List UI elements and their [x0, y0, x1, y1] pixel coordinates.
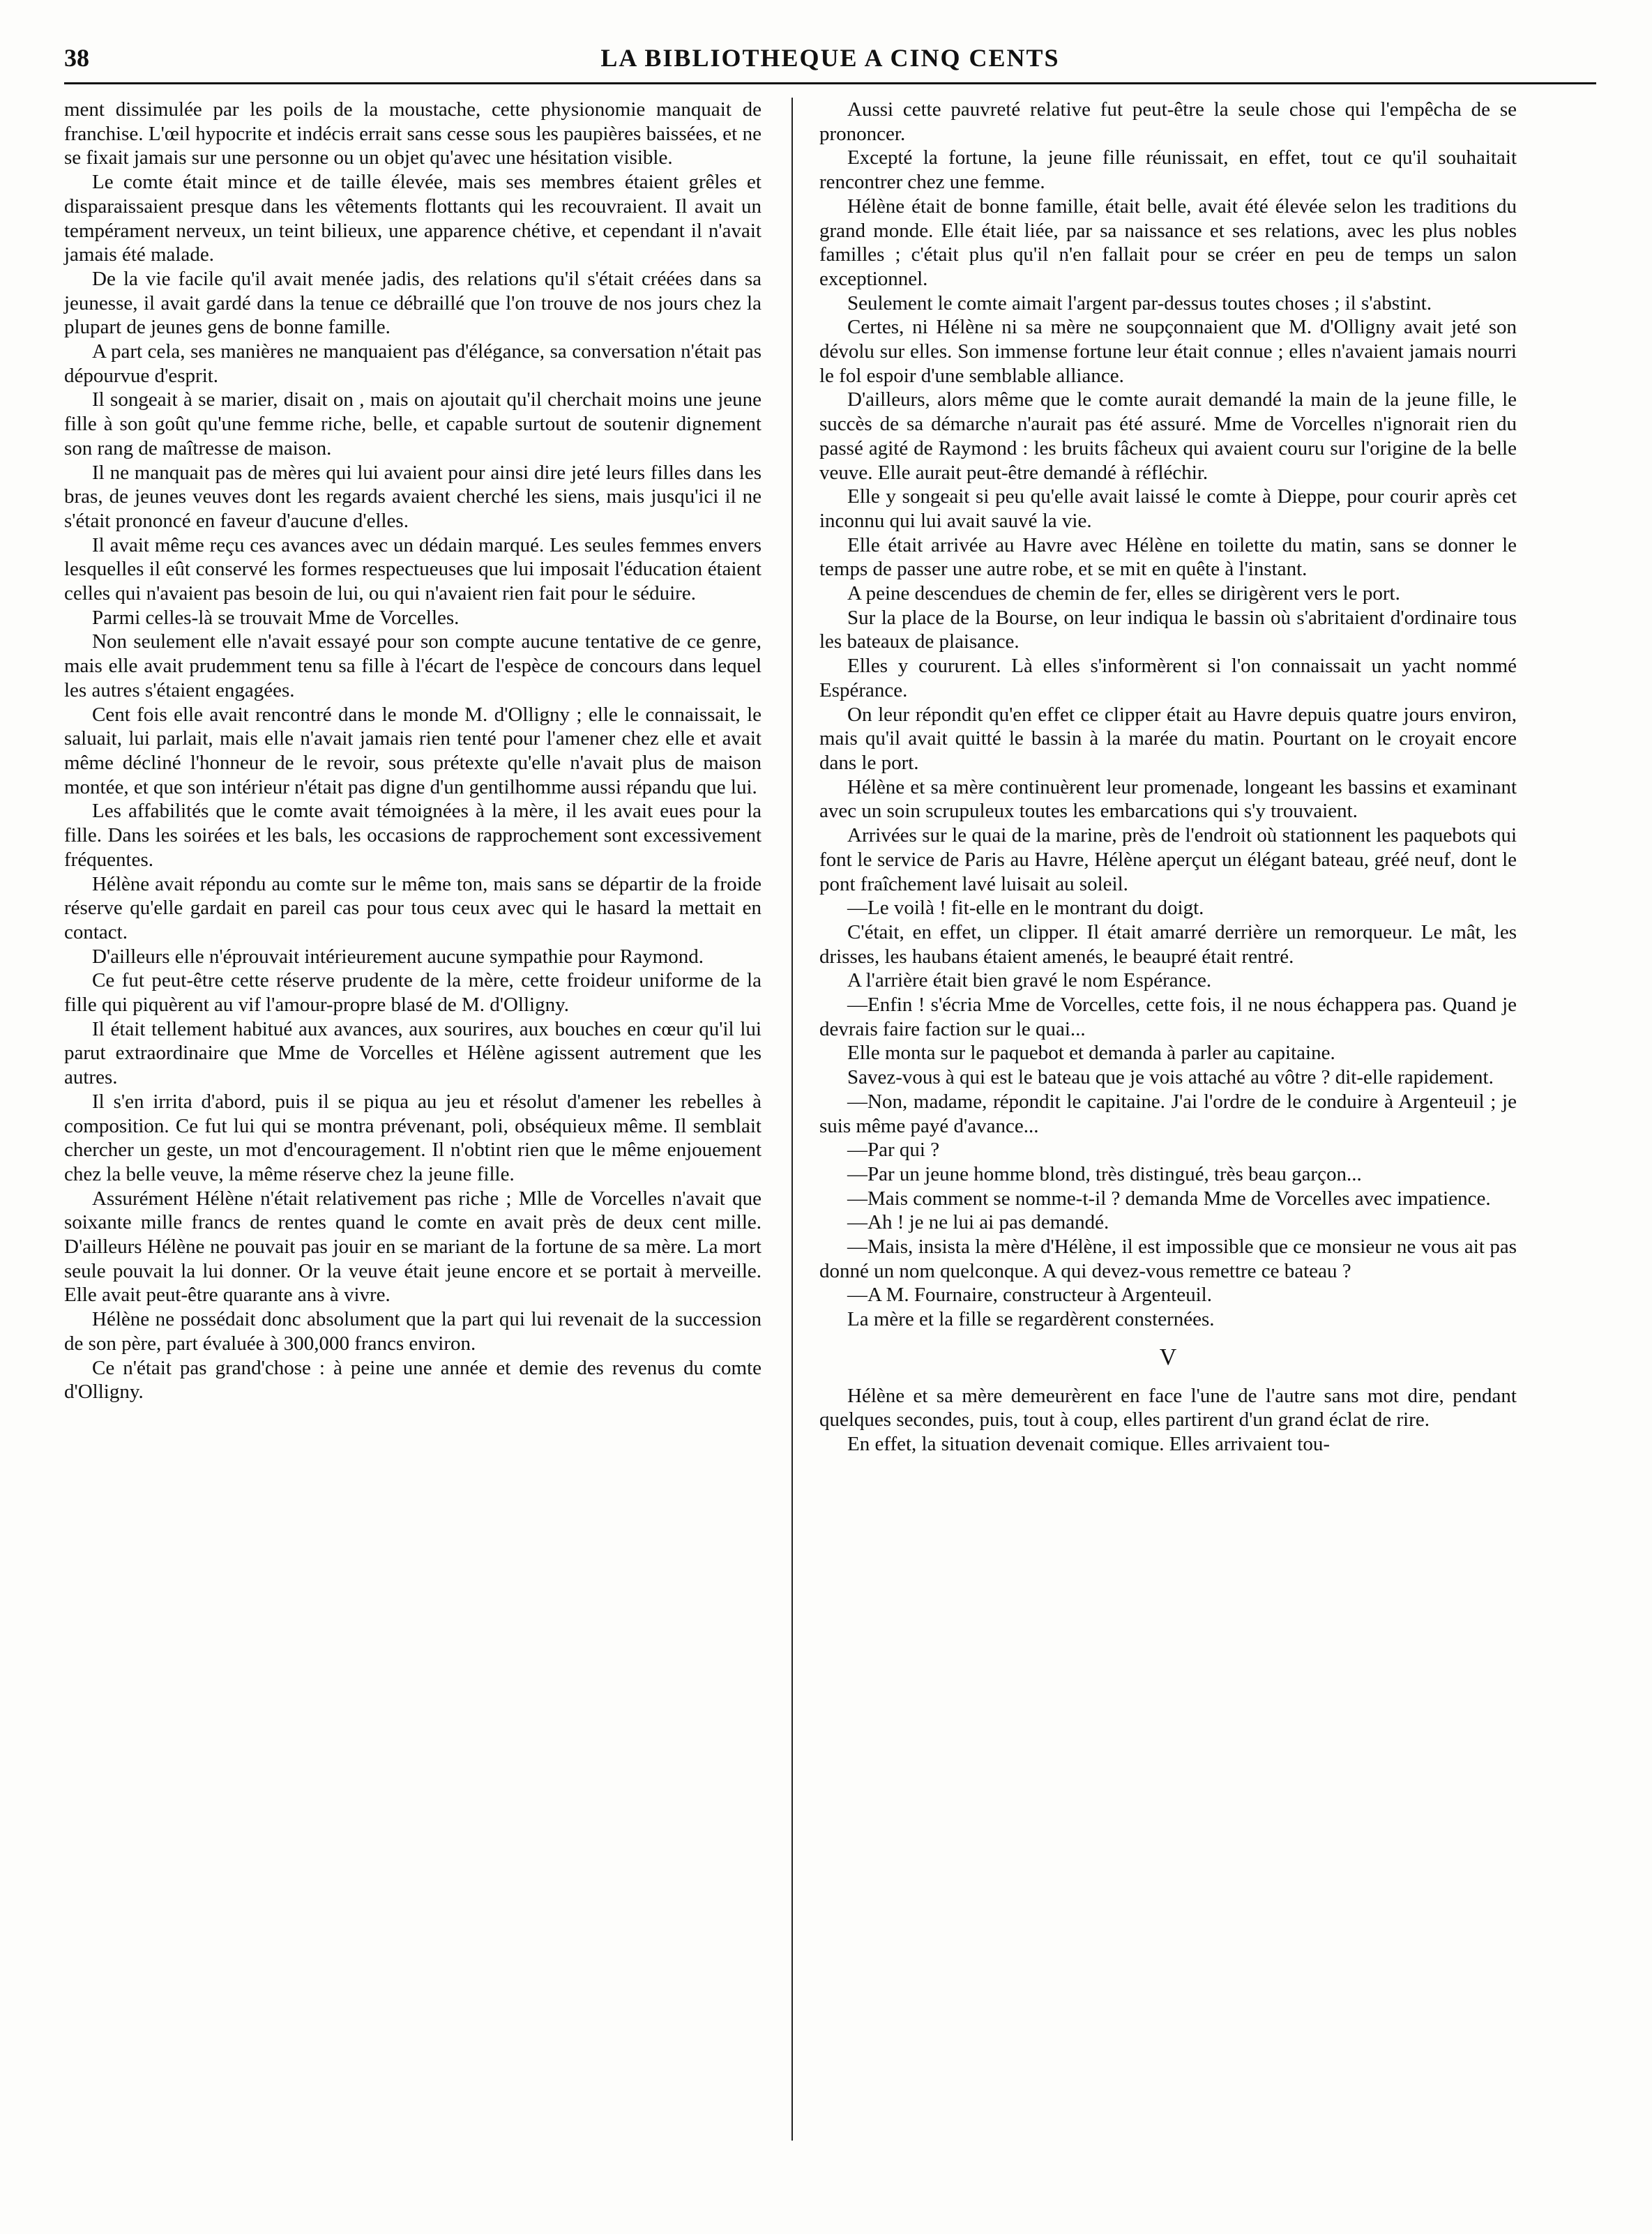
paragraph: Il s'en irrita d'abord, puis il se piqua au jeu et résolut d'amener les rebelles à composition. Ce fut lui qui se montra prévenant, poli, obséquieux même. Il semblait chercher un geste, un mot d'encouragement. Il n'obtint rien que le même enjouement chez la belle veuve, la même réserve chez la jeune fille.: [64, 1090, 761, 1185]
paragraph: Aussi cette pauvreté relative fut peut-être la seule chose qui l'empêcha de se prononcer.: [819, 98, 1517, 145]
paragraph: —Le voilà ! fit-elle en le montrant du doigt.: [847, 897, 1204, 920]
paragraph: De la vie facile qu'il avait menée jadis, des relations qu'il s'était créées dans sa jeunesse, il avait gardé dans la tenue ce débraillé que l'on trouve de nos jours chez la plupart de jeunes gens de bonne famille.: [64, 267, 761, 339]
paragraph: La mère et la fille se regardèrent consternées.: [847, 1308, 1215, 1331]
paragraph: —Mais, insista la mère d'Hélène, il est impossible que ce monsieur ne vous ait pas donné un nom quelconque. A qui devez-vous remettre ce bateau ?: [819, 1236, 1517, 1282]
paragraph: Le comte était mince et de taille élevée, mais ses membres étaient grêles et disparaissaient presque dans les vêtements flottants qui les recouvraient. Il avait un tempérament nerveux, un teint bilieux, une apparence chétive, et cependant il n'avait jamais été malade.: [64, 171, 761, 266]
left-column: [64, 98, 761, 1404]
paragraph: A l'arrière était bien gravé le nom Espérance.: [847, 969, 1212, 992]
paragraph: Il ne manquait pas de mères qui lui avaient pour ainsi dire jeté leurs filles dans les bras, de jeunes veuves dont les regards avaient cherché les siens, mais jusqu'ici il ne s'était prononcé en faveur d'aucune d'elles.: [64, 461, 761, 532]
paragraph: Hélène et sa mère continuèrent leur promenade, longeant les bassins et examinant avec un soin scrupuleux toutes les embarcations qui s'y trouvaient.: [819, 775, 1517, 823]
paragraph: Hélène avait répondu au comte sur le même ton, mais sans se départir de la froide réserve qu'elle gardait en pareil cas pour tous ceux avec qui le hasard la mettait en contact.: [64, 872, 761, 943]
paragraph: Certes, ni Hélène ni sa mère ne soupçonnaient que M. d'Olligny avait jeté son dévolu sur elles. Son immense fortune leur était connue ; elles n'avaient jamais nourri le fol espoir d'une semblable alliance.: [819, 316, 1517, 387]
paragraph: Sur la place de la Bourse, on leur indiqua le bassin où s'abritaient d'ordinaire tous les bateaux de plaisance.: [819, 606, 1517, 653]
paragraph: —Enfin ! s'écria Mme de Vorcelles, cette fois, il ne nous échappera pas. Quand je devrais faire faction sur le quai...: [819, 994, 1517, 1040]
paragraph: Non seulement elle n'avait essayé pour son compte aucune tentative de ce genre, mais elle avait prudemment tenu sa fille à l'écart de l'espèce de concours dans lequel les autres s'étaient engagées.: [64, 630, 761, 701]
right-column: [819, 98, 1517, 1457]
paragraph: Seulement le comte aimait l'argent par-dessus toutes choses ; il s'abstint.: [847, 291, 1432, 314]
paragraph: Ce fut peut-être cette réserve prudente de la mère, cette froideur uniforme de la fille qui piquèrent au vif l'amour-propre blasé de M. d'Olligny.: [64, 969, 761, 1017]
running-title: LA BIBLIOTHEQUE A CINQ CENTS: [600, 44, 1060, 72]
page-number: 38: [64, 44, 89, 72]
paragraph: D'ailleurs elle n'éprouvait intérieurement aucune sympathie pour Raymond.: [92, 945, 704, 968]
paragraph: C'était, en effet, un clipper. Il était amarré derrière un remorqueur. Le mât, les drisses, les haubans étaient amenés, le beaupré était rentré.: [819, 920, 1517, 968]
paragraph: ment dissimulée par les poils de la moustache, cette physionomie manquait de franchise. L'œil hypocrite et indécis errait sans cesse sous les paupières baissées, et ne se fixait jamais sur une personne ou un objet qu'avec une hésitation visible.: [64, 98, 761, 169]
paragraph: —Ah ! je ne lui ai pas demandé.: [847, 1211, 1109, 1234]
paragraph: Parmi celles-là se trouvait Mme de Vorcelles.: [92, 606, 460, 629]
paragraph: Il avait même reçu ces avances avec un dédain marqué. Les seules femmes envers lesquelles il eût conservé les formes respectueuses que lui imposait l'éducation étaient celles qui n'avaient pas besoin de lui, ou qui n'avaient rien fait pour le séduire.: [64, 533, 761, 605]
page-header: [64, 43, 1596, 78]
paragraph: Cent fois elle avait rencontré dans le monde M. d'Olligny ; elle le connaissait, le saluait, lui parlait, mais elle n'avait jamais rien tenté pour l'amener chez elle et avait même décliné l'honneur de le revoir, sous prétexte qu'elle n'avait plus de maison montée, et que son intérieur n'était pas digne d'un gentilhomme aussi répandu que lui.: [64, 703, 761, 798]
paragraph: On leur répondit qu'en effet ce clipper était au Havre depuis quatre jours environ, mais qu'il avait quitté le bassin à la marée du matin. Pourtant on le croyait encore dans le port.: [819, 703, 1517, 774]
paragraph: Elle monta sur le paquebot et demanda à parler au capitaine.: [847, 1042, 1335, 1065]
paragraph: Elles y coururent. Là elles s'informèrent si l'on connaissait un yacht nommé Espérance.: [819, 655, 1517, 701]
paragraph: Ce n'était pas grand'chose : à peine une année et demie des revenus du comte d'Olligny.: [64, 1356, 761, 1404]
chapter-heading: V: [1159, 1344, 1177, 1370]
paragraph: —Non, madame, répondit le capitaine. J'ai l'ordre de le conduire à Argenteuil ; je suis même payé d'avance...: [819, 1090, 1517, 1137]
paragraph: A part cela, ses manières ne manquaient pas d'élégance, sa conversation n'était pas dépourvue d'esprit.: [64, 340, 761, 387]
column-divider: [791, 98, 793, 2141]
paragraph: En effet, la situation devenait comique. Elles arrivaient tou-: [847, 1432, 1331, 1455]
paragraph: Il était tellement habitué aux avances, aux sourires, aux bouches en cœur qu'il lui parut extraordinaire que Mme de Vorcelles et Hélène agissent autrement que les autres.: [64, 1017, 761, 1089]
paragraph: —Mais comment se nomme-t-il ? demanda Mme de Vorcelles avec impatience.: [847, 1187, 1491, 1210]
paragraph: —A M. Fournaire, constructeur à Argenteuil.: [847, 1284, 1212, 1307]
paragraph: Hélène et sa mère demeurèrent en face l'une de l'autre sans mot dire, pendant quelques secondes, puis, tout à coup, elles partirent d'un grand éclat de rire.: [819, 1384, 1517, 1431]
paragraph: Savez-vous à qui est le bateau que je vois attaché au vôtre ? dit-elle rapidement.: [847, 1066, 1494, 1089]
paragraph: Excepté la fortune, la jeune fille réunissait, en effet, tout ce qu'il souhaitait rencontrer chez une femme.: [819, 146, 1517, 194]
paragraph: Il songeait à se marier, disait on , mais on ajoutait qu'il cherchait moins une jeune fille à son goût qu'une femme riche, belle, et capable surtout de soutenir dignement son rang de maîtresse de maison.: [64, 388, 761, 459]
paragraph: D'ailleurs, alors même que le comte aurait demandé la main de la jeune fille, le succès de sa démarche n'aurait pas été assuré. Mme de Vorcelles n'ignorait rien du passé agité de Raymond : les bruits fâcheux qui avaient couru sur l'origine de la belle veuve. Elle aurait peut-être demandé à réfléchir.: [819, 388, 1517, 484]
paragraph: Elle était arrivée au Havre avec Hélène en toilette du matin, sans se donner le temps de passer une autre robe, et se mit en quête à l'instant.: [819, 533, 1517, 581]
paragraph: A peine descendues de chemin de fer, elles se dirigèrent vers le port.: [847, 582, 1400, 605]
paragraph: Les affabilités que le comte avait témoignées à la mère, il les avait eues pour la fille. Dans les soirées et les bals, les occasions de rapprochement sont excessivement fréquentes.: [64, 800, 761, 871]
paragraph: Hélène ne possédait donc absolument que la part qui lui revenait de la succession de son père, part évaluée à 300,000 francs environ.: [64, 1308, 761, 1355]
paragraph: —Par qui ?: [847, 1139, 940, 1162]
paragraph: Elle y songeait si peu qu'elle avait laissé le comte à Dieppe, pour courir après cet inconnu qui lui avait sauvé la vie.: [819, 485, 1517, 532]
paragraph: Assurément Hélène n'était relativement pas riche ; Mlle de Vorcelles n'avait que soixante mille francs de rentes quand le comte en avait près de deux cent mille. D'ailleurs Hélène ne pouvait pas jouir en se mariant de la fortune de sa mère. La mort seule pouvait la lui donner. Or la veuve était jeune encore et se portait à merveille. Elle avait peut-être quarante ans à vivre.: [64, 1187, 761, 1307]
paragraph: —Par un jeune homme blond, très distingué, très beau garçon...: [847, 1162, 1362, 1185]
header-rule: [64, 82, 1596, 84]
paragraph: Hélène était de bonne famille, était belle, avait été élevée selon les traditions du grand monde. Elle était liée, par sa naissance et ses relations, avec les plus nobles familles ; c'était plus qu'il n'en fallait pour se créer en peu de temps un salon exceptionnel.: [819, 195, 1517, 290]
paragraph: Arrivées sur le quai de la marine, près de l'endroit où stationnent les paquebots qui font le service de Paris au Havre, Hélène aperçut un élégant bateau, gréé neuf, dont le pont fraîchement lavé luisait au soleil.: [819, 824, 1517, 895]
